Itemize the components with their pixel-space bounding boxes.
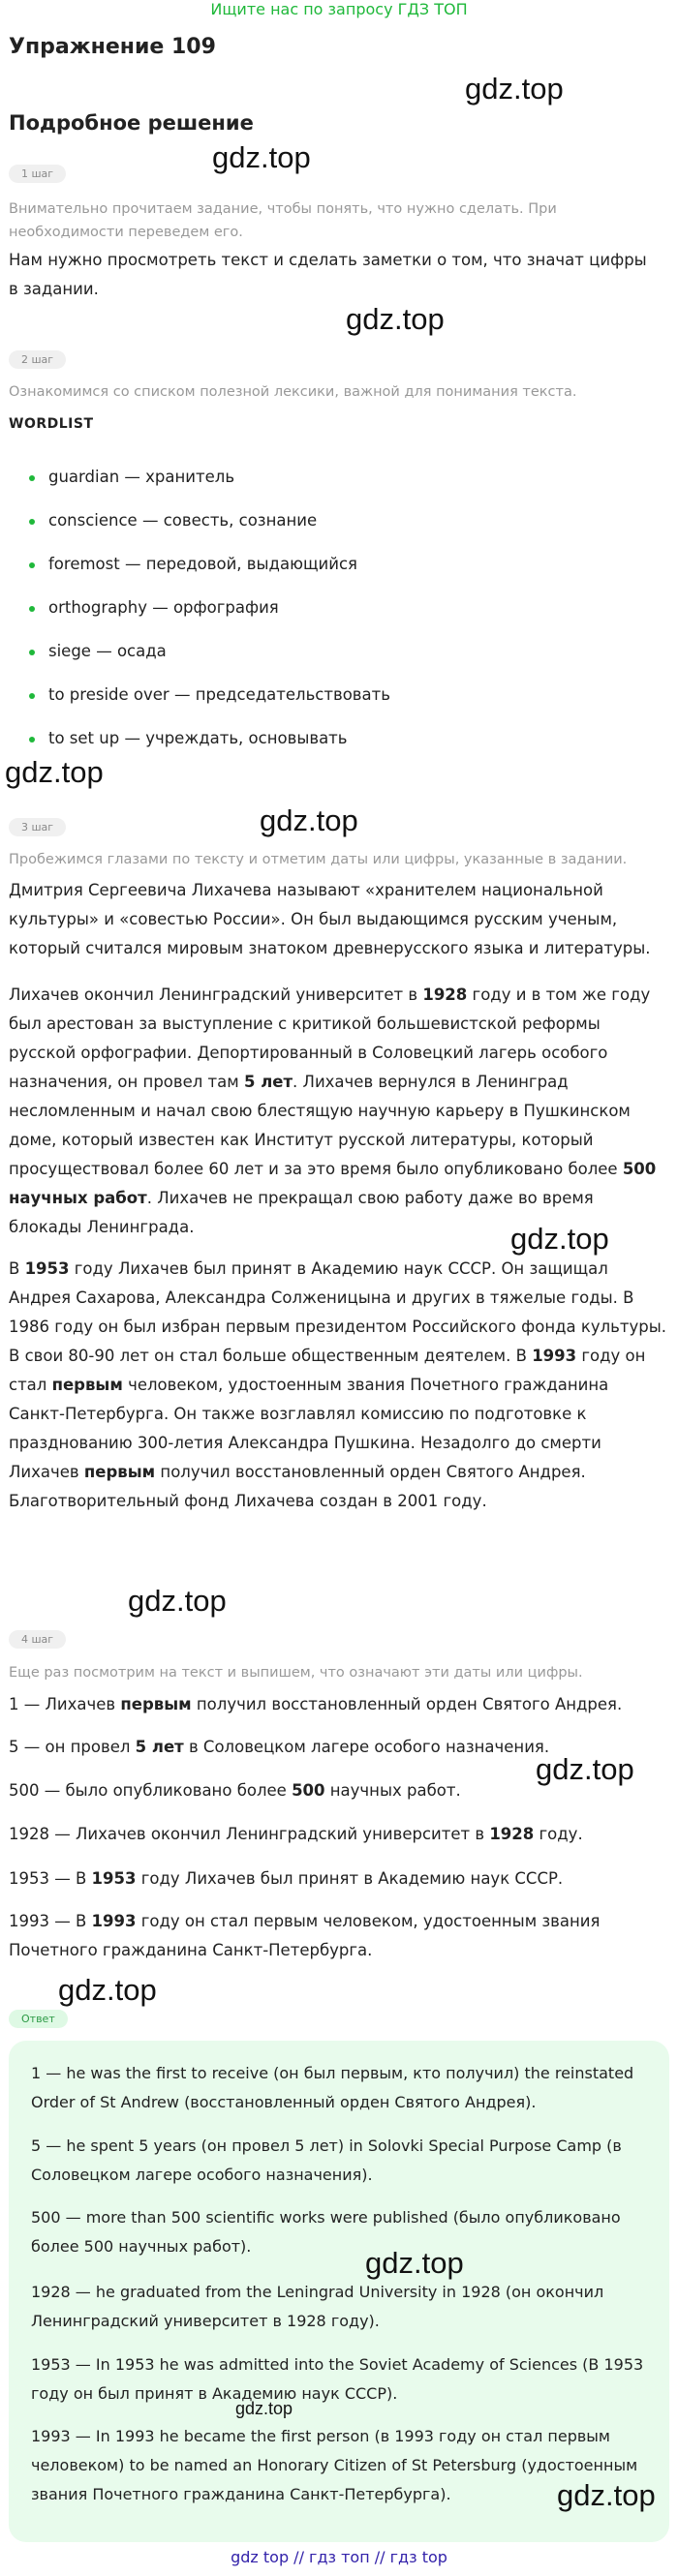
watermark: gdz.top	[465, 72, 564, 106]
watermark: gdz.top	[235, 2399, 293, 2418]
step-badge-1: 1 шаг	[9, 163, 66, 183]
wordlist-item: siege — осада	[29, 642, 167, 660]
number-note: 1953 — В 1953 году Лихачев был принят в Академию наук СССР.	[9, 1869, 564, 1888]
step-badge-2: 2 шаг	[9, 349, 66, 369]
step-badge-3: 3 шаг	[9, 816, 66, 836]
page-title: Упражнение 109	[9, 35, 216, 59]
answer-item: 1993 — In 1993 he became the first person (в 1993 году он стал первым человеком) to be named an Honorary Citizen of St Petersburg (удостоенным звания Почетного гражданина Санкт-Петербурга).	[31, 2427, 638, 2503]
step-badge-4: 4 шаг	[9, 1628, 66, 1649]
step-4-hint: Еще раз посмотрим на текст и выпишем, что означают эти даты или цифры.	[9, 1665, 583, 1681]
wordlist-item: conscience — совесть, сознание	[29, 511, 317, 530]
step-2-hint: Ознакомимся со списком полезной лексики, важной для понимания текста.	[9, 384, 577, 400]
step-3-hint: Пробежимся глазами по тексту и отметим даты или цифры, указанные в задании.	[9, 852, 628, 867]
wordlist-item: guardian — хранитель	[29, 468, 234, 486]
watermark: gdz.top	[5, 755, 104, 789]
wordlist-title: WORDLIST	[9, 416, 94, 432]
watermark: gdz.top	[346, 302, 445, 336]
watermark: gdz.top	[58, 1973, 157, 2007]
step-3-paragraph-2: Лихачев окончил Ленинградский университет в 1928 году и в том же году был арестован за выступление с критикой большевистской реформы русской орфографии. Депортированный в Соловецкий лагерь особого назначения, он провел там 5 лет. Лихачев вернулся в Ленинград несломленным и начал свою блестящую научную карьеру в Пушкинском доме, который известен как Институт русской литературы, который просуществовал более 60 лет и за это время было опубликовано более 500 научных работ. Лихачев не прекращал свою работу даже во время блокады Ленинграда.	[9, 985, 657, 1236]
answer-item: 500 — more than 500 scientific works were published (было опубликовано более 500 научных работ).	[31, 2208, 621, 2256]
answer-item: 5 — he spent 5 years (он провел 5 лет) in Solovki Special Purpose Camp (в Соловецком лагере особого назначения).	[31, 2137, 622, 2184]
watermark: gdz.top	[365, 2246, 464, 2280]
footer-links[interactable]: gdz top // гдз топ // гдз top	[231, 2548, 447, 2566]
wordlist-item: to set up — учреждать, основывать	[29, 729, 348, 747]
wordlist-item: to preside over — председательствовать	[29, 685, 390, 704]
section-title: Подробное решение	[9, 111, 254, 135]
top-search-hint[interactable]: Ищите нас по запросу ГДЗ ТОП	[210, 0, 468, 18]
number-note: 5 — он провел 5 лет в Соловецком лагере особого назначения.	[9, 1738, 550, 1756]
watermark: gdz.top	[212, 140, 311, 174]
number-note: 500 — было опубликовано более 500 научных работ.	[9, 1781, 461, 1800]
number-note: 1 — Лихачев первым получил восстановленный орден Святого Андрея.	[9, 1695, 623, 1713]
watermark: gdz.top	[510, 1222, 609, 1256]
number-note: 1928 — Лихачев окончил Ленинградский университет в 1928 году.	[9, 1825, 583, 1843]
step-3-paragraph-1: Дмитрия Сергеевича Лихачева называют «хранителем национальной культуры» и «совестью России». Он был выдающимся русским ученым, который считался мировым знатоком древнерусского языка и литературы.	[9, 881, 651, 957]
step-1-hint: Внимательно прочитаем задание, чтобы понять, что нужно сделать. При необходимости переведем его.	[9, 201, 557, 240]
step-3-paragraph-3: В 1953 году Лихачев был принят в Академию наук СССР. Он защищал Андрея Сахарова, Александра Солженицына и других в тяжелые годы. В 1986 году он был избран первым президентом Российского фонда культуры. В свои 80-90 лет он стал больше общественным деятелем. В 1993 году он стал первым человеком, удостоенным звания Почетного гражданина Санкт-Петербурга. Он также возглавлял комиссию по подготовке к празднованию 300-летия Александра Пушкина. Незадолго до смерти Лихачев первым получил восстановленный орден Святого Андрея. Благотворительный фонд Лихачева создан в 2001 году.	[9, 1259, 666, 1510]
answer-item: 1953 — In 1953 he was admitted into the Soviet Academy of Sciences (В 1953 году он был принят в Академию наук СССР).	[31, 2355, 644, 2403]
answer-item: 1 — he was the first to receive (он был первым, кто получил) the reinstated Order of St Andrew (восстановленный орден Святого Андрея).	[31, 2064, 634, 2111]
wordlist-item: foremost — передовой, выдающийся	[29, 555, 357, 573]
number-note: 1993 — В 1993 году он стал первым человеком, удостоенным звания Почетного гражданина Санкт-Петербурга.	[9, 1912, 601, 1959]
watermark: gdz.top	[536, 1752, 634, 1786]
step-1-text: Нам нужно просмотреть текст и сделать заметки о том, что значат цифры в задании.	[9, 251, 647, 298]
watermark: gdz.top	[557, 2478, 656, 2512]
wordlist-item: orthography — орфография	[29, 598, 279, 617]
watermark: gdz.top	[128, 1584, 227, 1618]
answer-item: 1928 — he graduated from the Leningrad University in 1928 (он окончил Ленинградский университет в 1928 году).	[31, 2283, 604, 2330]
answer-badge: Ответ	[9, 2008, 68, 2028]
watermark: gdz.top	[260, 803, 358, 837]
